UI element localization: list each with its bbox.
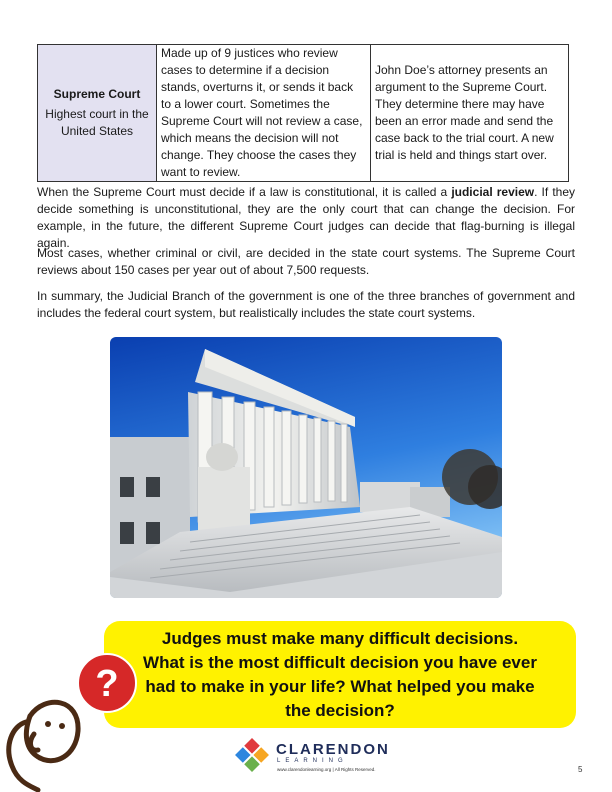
question-line: What is the most difficult decision you have ever bbox=[143, 653, 537, 672]
discussion-question bbox=[124, 627, 556, 723]
svg-text:?: ? bbox=[95, 663, 119, 705]
brand-name: CLARENDON bbox=[276, 741, 390, 758]
court-name-cell bbox=[38, 45, 157, 182]
supreme-court-photo bbox=[110, 337, 502, 598]
judicial-review-term: judicial review bbox=[451, 185, 535, 199]
court-name: Supreme Court bbox=[53, 87, 141, 101]
court-example-cell: John Doe’s attorney presents an argument to the Supreme Court. They determine there may have been an error made and send the case back to the trial court. A new trial is held and things start over. bbox=[371, 45, 569, 182]
clarendon-logo-icon bbox=[233, 736, 271, 774]
page-number: 5 bbox=[578, 765, 583, 774]
table-row bbox=[38, 45, 569, 182]
question-mark-icon bbox=[76, 652, 138, 714]
court-description: Highest court in the United States bbox=[45, 107, 149, 138]
court-role-cell: Made up of 9 justices who review cases to determine if a decision stands, overturns it, or sends it back to a lower court. Sometimes the Supreme Court will not review a case, which means the decision will not change. They choose the cases they want to review. bbox=[157, 45, 371, 182]
brand-subtitle: LEARNING bbox=[277, 758, 348, 764]
paragraph-summary: In summary, the Judicial Branch of the government is one of the three branches of government and includes the federal court system, but realistically includes the state court systems. bbox=[37, 289, 575, 320]
courts-table bbox=[37, 44, 569, 182]
copyright-credit: www.clarendonlearning.org | All Rights Reserved. bbox=[277, 767, 376, 772]
question-line: had to make in your life? What helped you make bbox=[145, 677, 535, 696]
paragraph-text: When the Supreme Court must decide if a law is constitutional, it is called a bbox=[37, 185, 452, 199]
question-line: the decision? bbox=[285, 701, 395, 720]
paragraph-state-courts: Most cases, whether criminal or civil, are decided in the state court systems. The Supreme Court reviews about 150 cases per year out of about 7,500 requests. bbox=[37, 246, 575, 277]
question-line: Judges must make many difficult decisions. bbox=[161, 629, 519, 648]
paragraph-judicial-review bbox=[37, 184, 575, 252]
paragraph-text: . If they decide something is unconstitutional, they are the only court that can change the decision. For example, in the future, the different Supreme Court judges can decide that flag-burning is illegal again. bbox=[37, 185, 576, 250]
discussion-question-callout bbox=[104, 621, 576, 728]
